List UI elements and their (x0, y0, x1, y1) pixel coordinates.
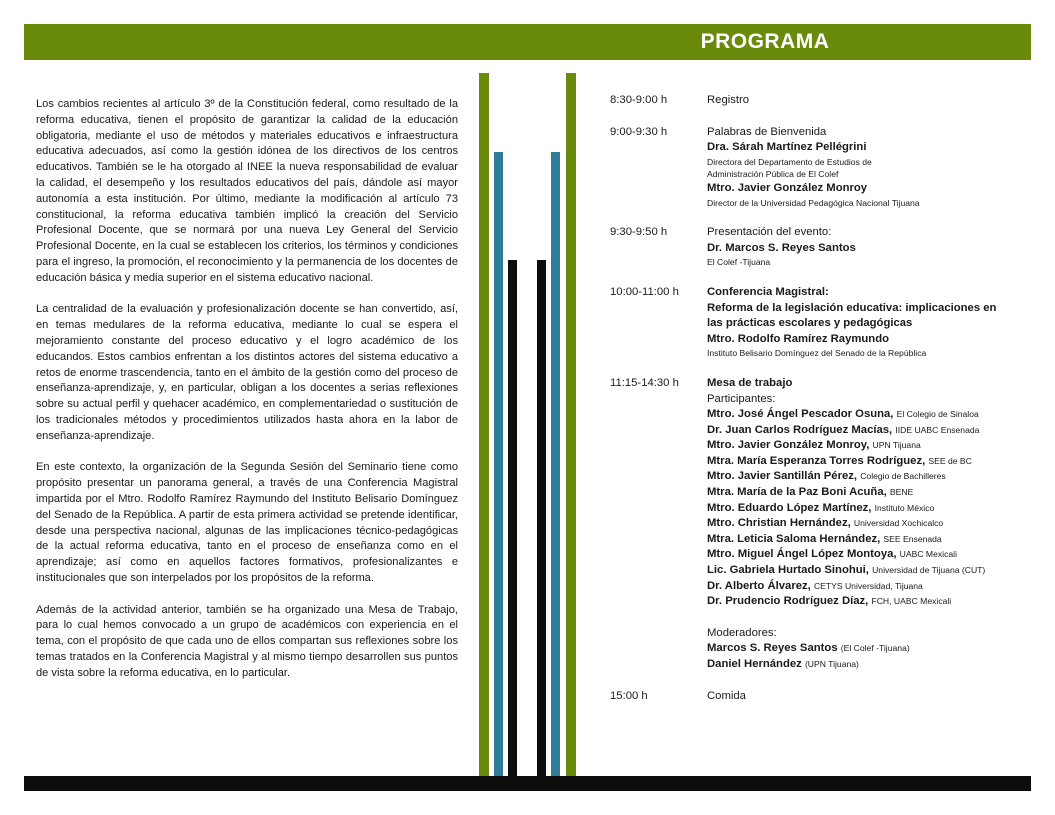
stripe-blue-right (551, 152, 560, 776)
participant (707, 594, 1025, 610)
participant-affiliation: CETYS Universidad, Tijuana (813, 580, 923, 591)
speaker-role: El Colef -Tijuana (707, 257, 771, 268)
schedule-label: Presentación del evento: (707, 226, 832, 239)
conference-topic: las prácticas escolares y pedagógicas (707, 317, 913, 330)
participants-label: Participantes: (707, 392, 776, 405)
footer-bar (24, 776, 1031, 791)
program-schedule (610, 93, 1025, 720)
speaker-role: Instituto Belisario Domínguez del Senado de la República (707, 348, 927, 359)
participant-affiliation: Colegio de Bachilleres (860, 471, 946, 482)
participant (707, 547, 1025, 563)
speaker-name: Mtro. Rodolfo Ramírez Raymundo (707, 332, 890, 345)
schedule-time: 9:00-9:30 h (610, 125, 668, 138)
speaker-role: Administración Pública de El Colef (707, 169, 839, 180)
participant (707, 579, 1025, 595)
participant-name: Dr. Alberto Álvarez, (707, 579, 811, 592)
participant (707, 485, 1025, 501)
participant-affiliation: IIDE UABC Ensenada (895, 424, 980, 435)
stripe-blue-left (494, 152, 503, 776)
moderator (707, 657, 1025, 673)
schedule-label: Registro (707, 94, 750, 106)
speaker-role: Director de la Universidad Pedagógica Nacional Tijuana (707, 197, 920, 208)
stripe-green-right (566, 73, 576, 776)
schedule-item-conferencia (610, 285, 1025, 360)
participant-affiliation: FCH, UABC Mexicali (871, 596, 952, 607)
participant-name: Mtro. Christian Hernández, (707, 517, 851, 530)
schedule-time: 10:00-11:00 h (610, 285, 679, 298)
participant-affiliation: SEE de BC (928, 455, 972, 466)
speaker-name: Dra. Sárah Martínez Pellégrini (707, 141, 867, 154)
intro-paragraph: En este contexto, la organización de la Segunda Sesión del Seminario tiene como propósito presentar un panorama general, a través de una Conferencia Magistral impartida por el Mtro. Rodolfo Ramírez Raymundo del Instituto Belisario Domínguez del Senado de la República. A partir de esta primera actividad se pretende identificar, desde una perspectiva nacional, algunas de las implicaciones técnico-pedagógicas de la actual reforma educativa, tanto en el proceso de enseñanza como en el aprendizaje; así como en aquellos factores formativos, profesionalizantes e institucionales que son interpelados por los propósitos de la reforma. (36, 461, 458, 584)
moderator-affiliation: (El Colef -Tijuana) (840, 643, 910, 654)
schedule-time: 15:00 h (610, 689, 648, 702)
schedule-item-presentacion (610, 225, 1025, 269)
participant (707, 438, 1025, 454)
schedule-time: 11:15-14:30 h (610, 376, 679, 389)
participant-name: Mtro. Javier González Monroy, (707, 439, 870, 452)
participant-affiliation: Universidad Xochicalco (853, 518, 944, 529)
moderator-name: Marcos S. Reyes Santos (707, 642, 838, 655)
participant (707, 563, 1025, 579)
schedule-label: Mesa de trabajo (707, 376, 793, 389)
participant (707, 532, 1025, 548)
participant-affiliation: UABC Mexicali (899, 549, 957, 560)
schedule-item-comida (610, 689, 1025, 705)
intro-text (36, 97, 458, 697)
schedule-time: 8:30-9:00 h (610, 94, 668, 106)
participant-name: Mtra. María Esperanza Torres Rodríguez, (707, 454, 926, 467)
participant (707, 469, 1025, 485)
schedule-item-mesa (610, 376, 1025, 673)
participant-name: Dr. Juan Carlos Rodríguez Macías, (707, 423, 893, 436)
participant (707, 407, 1025, 423)
participant-affiliation: Universidad de Tijuana (CUT) (872, 565, 986, 576)
participant (707, 454, 1025, 470)
moderator (707, 641, 1025, 657)
speaker-name: Mtro. Javier González Monroy (707, 181, 868, 194)
participant-affiliation: BENE (889, 487, 914, 498)
schedule-label: Palabras de Bienvenida (707, 125, 827, 138)
schedule-item-bienvenida (610, 125, 1025, 210)
participant (707, 501, 1025, 517)
schedule-label: Comida (707, 689, 746, 702)
intro-paragraph: Los cambios recientes al artículo 3º de la Constitución federal, como resultado de la reforma educativa, tienen el propósito de garantizar la calidad de la educación obligatoria, mediante el uso de métodos y materiales educativos e infraestructura educativa adecuados, así como la gestión idónea de los directivos de los centros educativos. También se le ha otorgado al INEE la nueva responsabilidad de evaluar la calidad, el desempeño y los resultados educativos del país, dándole así mayor autonomía a esta institución. Por último, mediante la modificación al artículo 73 constitucional, la reforma educativa también implicó la creación del Servicio Profesional Docente, que se normará por una nueva Ley General del Servicio Profesional Docente, en la cual se establecen los criterios, los términos y condiciones para el ingreso, la promoción, el reconocimiento y la permanencia de los docentes de educación básica y media superior en el sistema educativo nacional. (36, 98, 458, 284)
participant-affiliation: Instituto México (874, 502, 935, 513)
intro-paragraph: La centralidad de la evaluación y profesionalización docente se han convertido, así, en temas medulares de la reforma educativa, mediante lo cual se espera el mejoramiento constante del proceso educativo y el logro académico de los educandos. Estos cambios enfrentan a los distintos actores del sistema educativo a retos de enorme trascendencia, tanto en el ámbito de la gestión como del proceso de enseñanza-aprendizaje, y, en particular, obligan a los docentes a serias reflexiones sobre su actual perfil y quehacer académico, en complementariedad o sustitución de los tradicionales métodos y procedimientos utilizados hasta ahora en la labor de enseñanza-aprendizaje. (36, 303, 458, 442)
schedule-label: Conferencia Magistral: (707, 285, 829, 298)
moderators-label: Moderadores: (707, 626, 777, 639)
participant-name: Mtra. María de la Paz Boni Acuña, (707, 486, 887, 499)
intro-paragraph: Además de la actividad anterior, también se ha organizado una Mesa de Trabajo, para lo cual hemos convocado a un grupo de académicos con experiencia en el tema, con el propósito de que cada uno de ellos compartan sus reflexiones sobre los temas tratados en la Conferencia Magistral y al mismo tiempo desarrollen sus puntos de vista sobre la reforma educativa, en lo particular. (36, 603, 458, 679)
participant-name: Lic. Gabriela Hurtado Sinohui, (707, 564, 869, 577)
participant-name: Mtro. Eduardo López Martínez, (707, 501, 872, 514)
participant-affiliation: El Colegio de Sinaloa (896, 409, 979, 420)
participant-name: Dr. Prudencio Rodríguez Díaz, (707, 595, 869, 608)
stripe-green-left (479, 73, 489, 776)
moderator-name: Daniel Hernández (707, 658, 802, 670)
speaker-role: Directora del Departamento de Estudios de (707, 156, 872, 167)
participant-name: Mtro. José Ángel Pescador Osuna, (707, 408, 894, 421)
participant (707, 516, 1025, 532)
participant-name: Mtro. Miguel Ángel López Montoya, (707, 548, 897, 561)
speaker-name: Dr. Marcos S. Reyes Santos (707, 241, 856, 254)
schedule-time: 9:30-9:50 h (610, 226, 668, 239)
page-title: PROGRAMA (700, 30, 830, 53)
participant-affiliation: SEE Ensenada (883, 533, 942, 544)
moderator-affiliation: (UPN Tijuana) (804, 659, 859, 669)
stripe-black-left (508, 260, 517, 776)
participant-name: Mtro. Javier Santillán Pérez, (707, 470, 858, 483)
participant-name: Mtra. Leticia Saloma Hernández, (707, 532, 881, 545)
schedule-item-registro (610, 93, 1025, 109)
conference-topic: Reforma de la legislación educativa: implicaciones en (707, 301, 997, 314)
participant-affiliation: UPN Tijuana (872, 440, 921, 451)
stripe-black-right (537, 260, 546, 776)
participant (707, 423, 1025, 439)
